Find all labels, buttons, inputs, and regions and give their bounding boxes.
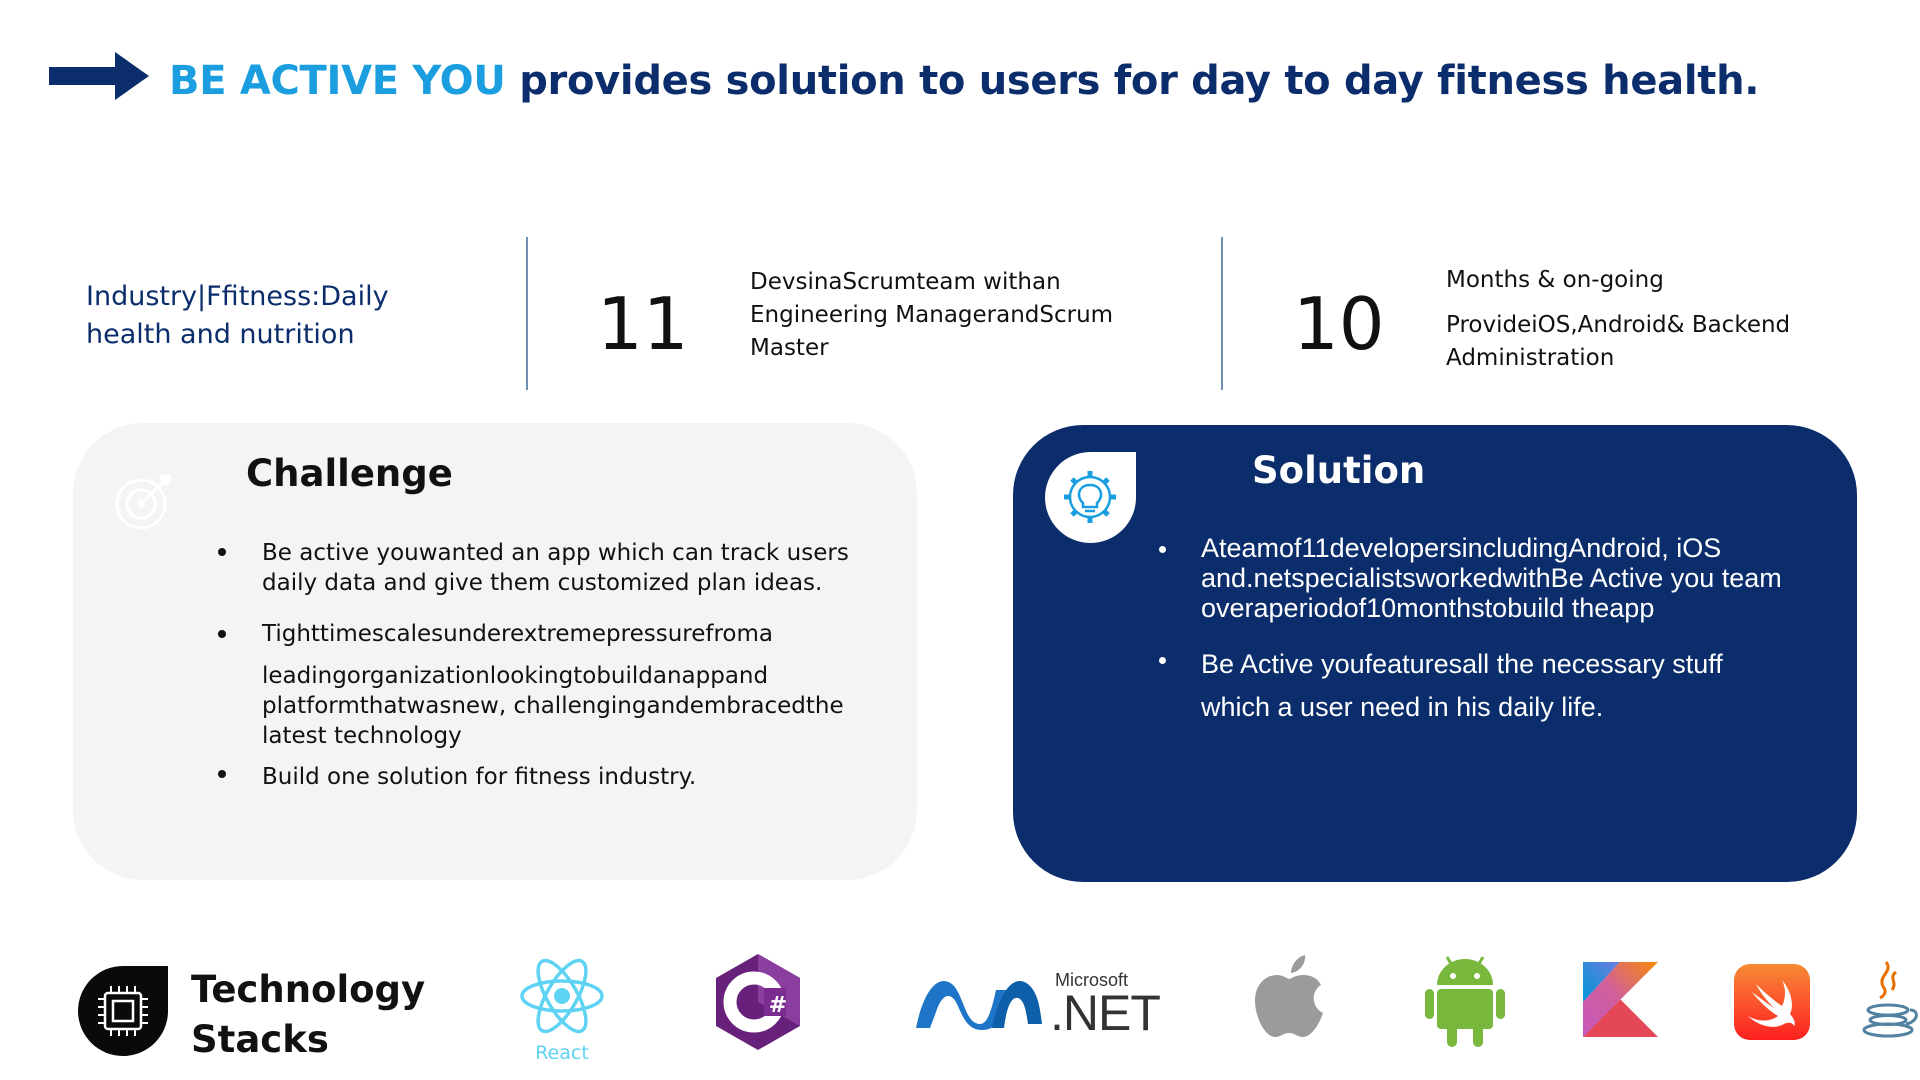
solution-item-1 [1201,533,1782,623]
tech-title-line-1: Technology [191,968,426,1011]
industry-info [86,278,466,354]
divider [526,237,528,390]
solution-item-1-line-1: Ateamof11developersincludingAndroid, iOS [1201,533,1722,563]
microsoft-label: Microsoft [1055,970,1129,990]
bullet [1159,657,1166,664]
apple-logo [1255,955,1325,1040]
challenge-item-1-line-2: daily data and give them customized plan ideas. [262,570,823,596]
tech-badge [78,966,168,1056]
devs-description [750,266,1113,365]
lightbulb-gear-icon [1045,452,1136,543]
challenge-item-2-line-1: Tighttimescalesunderextremepressurefroma [262,621,773,647]
divider [1221,237,1223,390]
solution-item-2-line-2: which a user need in his daily life. [1201,692,1604,722]
devs-count: 11 [597,282,689,366]
react-icon [517,955,607,1037]
challenge-title: Challenge [246,452,453,495]
bullet [218,770,226,778]
headline-text: provides solution to users for day to day fitness health. [505,58,1760,104]
months-line-1: Months & on-going [1446,267,1664,293]
dotnet-logo [910,968,1160,1041]
chip-icon [78,966,168,1056]
android-logo [1425,953,1505,1048]
solution-item-2 [1201,643,1723,729]
months-description [1446,264,1790,375]
react-logo [517,955,607,1063]
svg-text:#: # [768,993,788,1018]
months-line-3: Administration [1446,345,1615,371]
react-label: React [535,1042,589,1064]
solution-item-1-line-2: and.netspecialistsworkedwithBe Active you team [1201,563,1782,593]
bullet [1159,546,1166,553]
csharp-label: C# [712,952,714,953]
challenge-item-2-line-4: latest technology [262,723,462,749]
bullet [218,630,226,638]
devs-line-1: DevsinaScrumteam withan [750,269,1061,295]
net-label: .NET [1050,985,1160,1041]
tech-stacks-title [191,965,425,1065]
target-icon [113,470,175,532]
months-line-2: ProvideiOS,Android& Backend [1446,312,1791,338]
industry-line-1: Industry|Ffitness:Daily [86,281,389,312]
challenge-item-1-line-1: Be active youwanted an app which can track users [262,540,849,566]
solution-title: Solution [1252,449,1426,492]
challenge-item-2-line-2: leadingorganizationlookingtobuildanappand [262,663,769,689]
challenge-item-2 [262,619,844,751]
swift-logo [1734,964,1810,1040]
devs-line-2: Engineering ManagerandScrum [750,302,1114,328]
months-count: 10 [1293,282,1385,366]
java-logo [1858,958,1920,1050]
challenge-item-2-line-3: platformthatwasnew, challengingandembracedthe [262,693,844,719]
bullet [218,548,226,556]
solution-item-1-line-3: overaperiodof10monthstobuild theapp [1201,593,1655,623]
arrow-right-icon [49,52,149,100]
tech-title-line-2: Stacks [191,1018,329,1061]
csharp-logo [712,952,804,1052]
industry-line-2: health and nutrition [86,319,355,350]
kotlin-logo [1583,962,1658,1037]
solution-item-2-line-1: Be Active youfeaturesall the necessary stuff [1201,649,1723,679]
devs-line-3: Master [750,335,829,361]
challenge-item-1 [262,538,849,598]
dotnet-wave-icon [910,968,1050,1038]
challenge-item-3: Build one solution for fitness industry. [262,764,697,790]
page-headline [169,58,1759,104]
solution-badge [1045,452,1136,543]
brand-name: BE ACTIVE YOU [169,58,506,104]
